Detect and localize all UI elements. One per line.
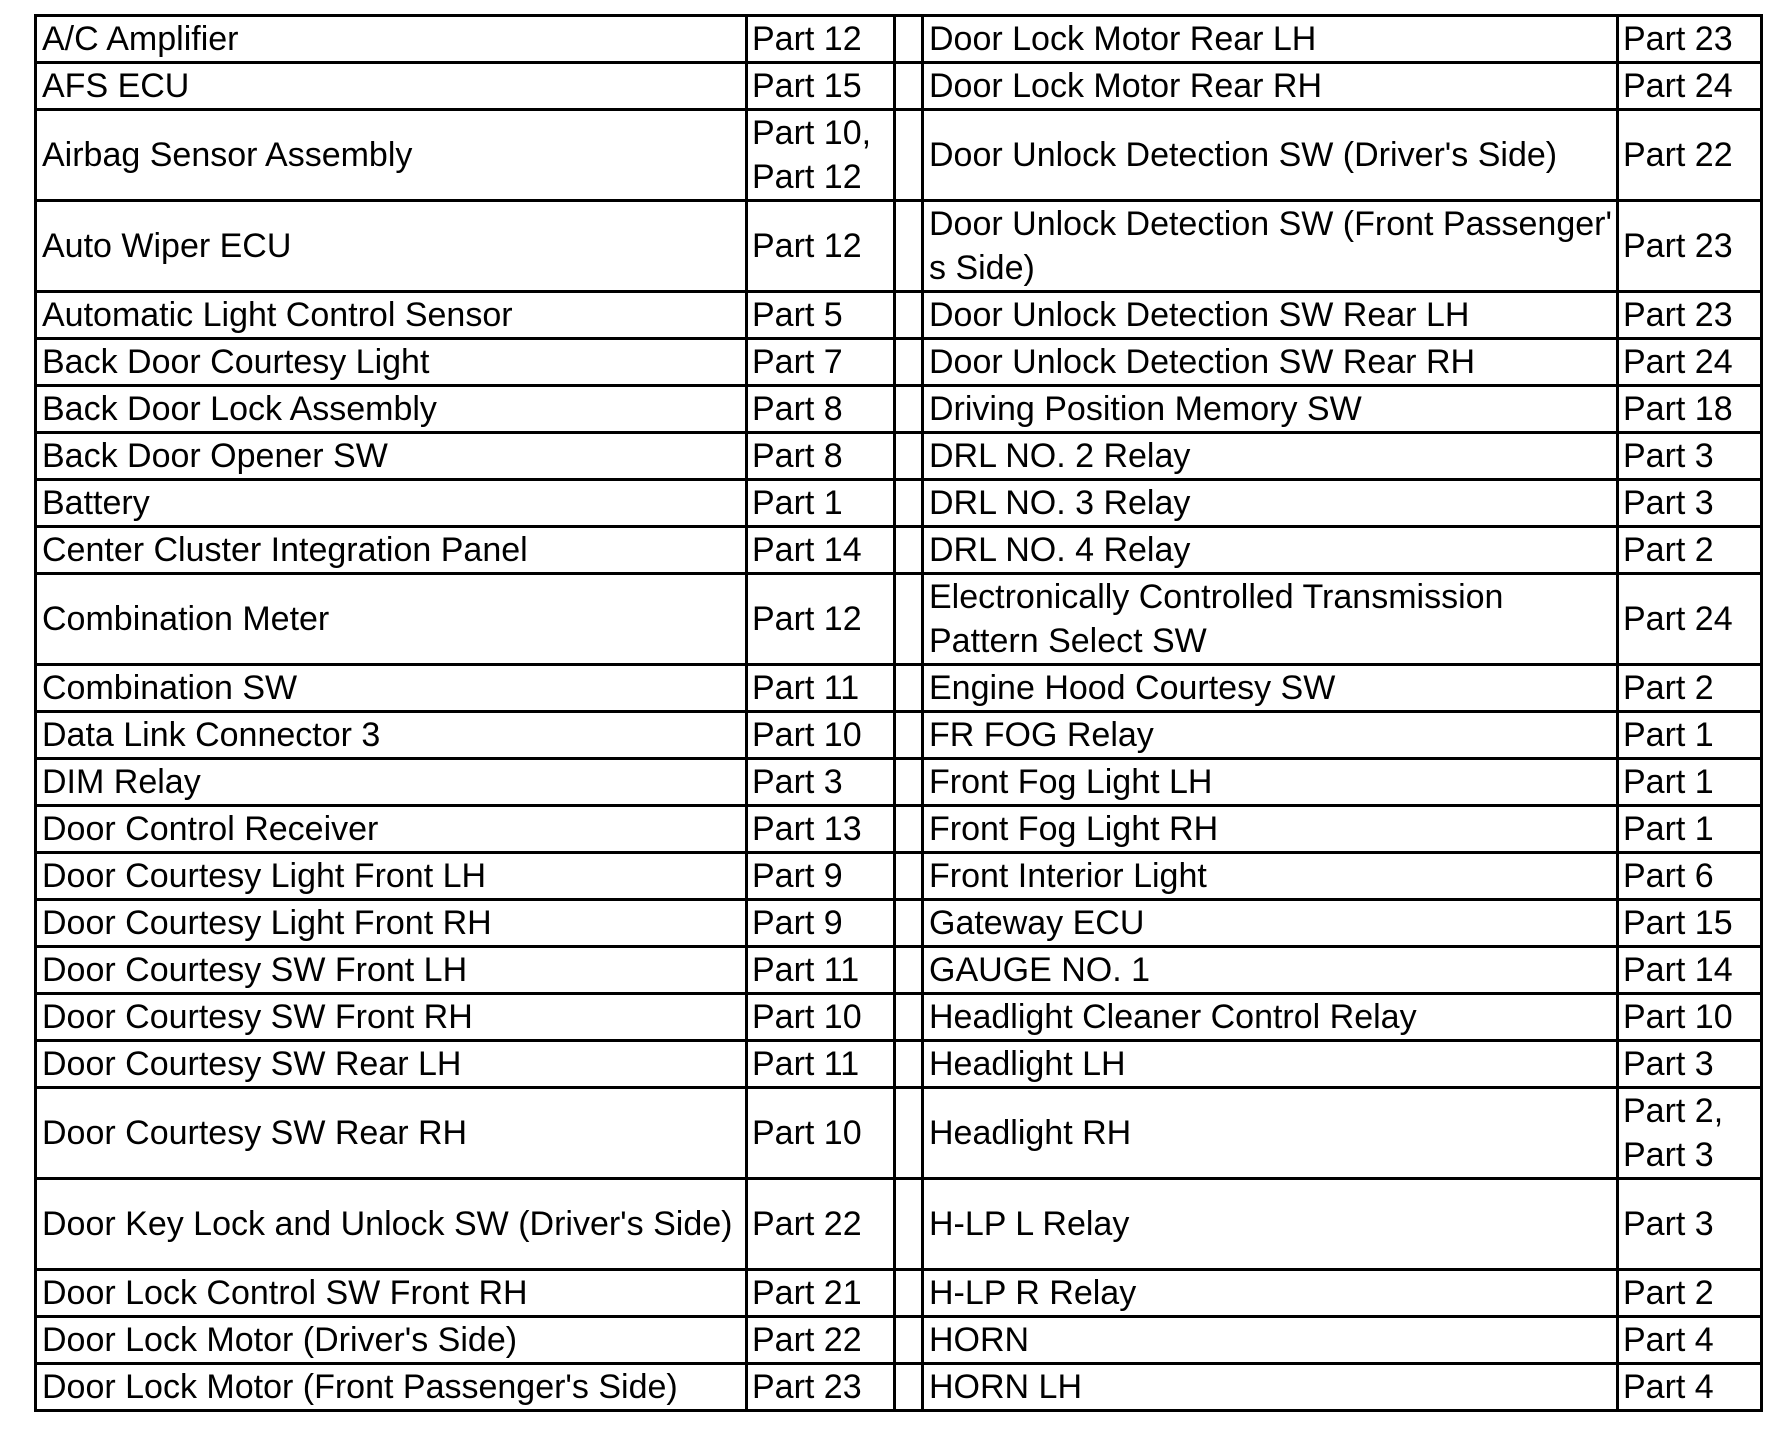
right-component-name: DRL NO. 2 Relay [923, 433, 1618, 480]
right-component-name: DRL NO. 3 Relay [923, 480, 1618, 527]
table-row [36, 339, 1762, 386]
left-part-ref: Part 10, Part 12 [747, 110, 895, 201]
right-part-ref: Part 24 [1618, 574, 1762, 665]
table-row [36, 1179, 1762, 1270]
column-gap [895, 900, 923, 947]
left-part-ref: Part 12 [747, 201, 895, 292]
table-row [36, 806, 1762, 853]
column-gap [895, 665, 923, 712]
right-part-ref: Part 2, Part 3 [1618, 1088, 1762, 1179]
left-component-name: A/C Amplifier [36, 16, 747, 63]
left-component-name: Back Door Opener SW [36, 433, 747, 480]
column-gap [895, 1041, 923, 1088]
column-gap [895, 994, 923, 1041]
left-component-name: Door Courtesy Light Front RH [36, 900, 747, 947]
left-part-ref: Part 15 [747, 63, 895, 110]
left-part-ref: Part 11 [747, 1041, 895, 1088]
table-row [36, 665, 1762, 712]
component-index-table [34, 14, 1763, 1412]
table-row [36, 480, 1762, 527]
right-component-name: FR FOG Relay [923, 712, 1618, 759]
right-part-ref: Part 23 [1618, 201, 1762, 292]
right-part-ref: Part 1 [1618, 759, 1762, 806]
left-part-ref: Part 22 [747, 1179, 895, 1270]
left-component-name: Back Door Courtesy Light [36, 339, 747, 386]
left-component-name: Door Lock Control SW Front RH [36, 1270, 747, 1317]
left-component-name: Door Courtesy SW Front LH [36, 947, 747, 994]
right-component-name: Door Unlock Detection SW Rear RH [923, 339, 1618, 386]
column-gap [895, 1317, 923, 1364]
right-component-name: Electronically Controlled Transmission Pattern Select SW [923, 574, 1618, 665]
column-gap [895, 806, 923, 853]
table-row [36, 712, 1762, 759]
table-row [36, 1364, 1762, 1411]
right-component-name: Front Fog Light LH [923, 759, 1618, 806]
left-component-name: Combination Meter [36, 574, 747, 665]
table-row [36, 433, 1762, 480]
left-component-name: Auto Wiper ECU [36, 201, 747, 292]
left-part-ref: Part 3 [747, 759, 895, 806]
column-gap [895, 759, 923, 806]
right-part-ref: Part 24 [1618, 63, 1762, 110]
right-part-ref: Part 23 [1618, 292, 1762, 339]
right-part-ref: Part 15 [1618, 900, 1762, 947]
left-component-name: Door Lock Motor (Driver's Side) [36, 1317, 747, 1364]
right-part-ref: Part 6 [1618, 853, 1762, 900]
table-row [36, 16, 1762, 63]
table-row [36, 386, 1762, 433]
right-component-name: Door Lock Motor Rear LH [923, 16, 1618, 63]
left-component-name: AFS ECU [36, 63, 747, 110]
right-component-name: Door Unlock Detection SW (Front Passenger' s Side) [923, 201, 1618, 292]
right-part-ref: Part 3 [1618, 433, 1762, 480]
left-part-ref: Part 1 [747, 480, 895, 527]
right-part-ref: Part 2 [1618, 1270, 1762, 1317]
left-component-name: Combination SW [36, 665, 747, 712]
right-part-ref: Part 4 [1618, 1364, 1762, 1411]
right-part-ref: Part 23 [1618, 16, 1762, 63]
left-part-ref: Part 7 [747, 339, 895, 386]
right-part-ref: Part 10 [1618, 994, 1762, 1041]
left-component-name: Data Link Connector 3 [36, 712, 747, 759]
table-row [36, 947, 1762, 994]
column-gap [895, 292, 923, 339]
left-part-ref: Part 11 [747, 947, 895, 994]
table-row [36, 201, 1762, 292]
table-row [36, 759, 1762, 806]
left-component-name: Door Courtesy SW Rear RH [36, 1088, 747, 1179]
component-index-body [36, 16, 1762, 1411]
right-component-name: Door Lock Motor Rear RH [923, 63, 1618, 110]
left-part-ref: Part 12 [747, 16, 895, 63]
left-component-name: Back Door Lock Assembly [36, 386, 747, 433]
column-gap [895, 527, 923, 574]
right-component-name: Door Unlock Detection SW (Driver's Side) [923, 110, 1618, 201]
table-row [36, 900, 1762, 947]
table-row [36, 853, 1762, 900]
left-part-ref: Part 8 [747, 386, 895, 433]
column-gap [895, 110, 923, 201]
left-component-name: Door Courtesy Light Front LH [36, 853, 747, 900]
right-part-ref: Part 3 [1618, 480, 1762, 527]
right-component-name: GAUGE NO. 1 [923, 947, 1618, 994]
left-part-ref: Part 21 [747, 1270, 895, 1317]
left-component-name: Airbag Sensor Assembly [36, 110, 747, 201]
column-gap [895, 1179, 923, 1270]
table-row [36, 1088, 1762, 1179]
left-part-ref: Part 9 [747, 900, 895, 947]
table-row [36, 994, 1762, 1041]
left-part-ref: Part 10 [747, 994, 895, 1041]
left-component-name: Door Courtesy SW Front RH [36, 994, 747, 1041]
left-part-ref: Part 23 [747, 1364, 895, 1411]
left-component-name: Center Cluster Integration Panel [36, 527, 747, 574]
column-gap [895, 201, 923, 292]
right-part-ref: Part 2 [1618, 527, 1762, 574]
right-part-ref: Part 1 [1618, 712, 1762, 759]
column-gap [895, 574, 923, 665]
right-part-ref: Part 22 [1618, 110, 1762, 201]
left-part-ref: Part 13 [747, 806, 895, 853]
right-component-name: Headlight Cleaner Control Relay [923, 994, 1618, 1041]
table-row [36, 110, 1762, 201]
left-part-ref: Part 8 [747, 433, 895, 480]
right-part-ref: Part 4 [1618, 1317, 1762, 1364]
right-part-ref: Part 3 [1618, 1179, 1762, 1270]
column-gap [895, 339, 923, 386]
table-row [36, 527, 1762, 574]
table-row [36, 292, 1762, 339]
table-row [36, 1317, 1762, 1364]
right-part-ref: Part 2 [1618, 665, 1762, 712]
left-part-ref: Part 11 [747, 665, 895, 712]
right-part-ref: Part 24 [1618, 339, 1762, 386]
left-component-name: Door Control Receiver [36, 806, 747, 853]
left-component-name: Automatic Light Control Sensor [36, 292, 747, 339]
table-row [36, 63, 1762, 110]
right-component-name: Gateway ECU [923, 900, 1618, 947]
column-gap [895, 63, 923, 110]
column-gap [895, 386, 923, 433]
left-part-ref: Part 22 [747, 1317, 895, 1364]
right-component-name: Headlight RH [923, 1088, 1618, 1179]
left-part-ref: Part 9 [747, 853, 895, 900]
right-component-name: H-LP L Relay [923, 1179, 1618, 1270]
right-part-ref: Part 14 [1618, 947, 1762, 994]
left-part-ref: Part 10 [747, 1088, 895, 1179]
column-gap [895, 1088, 923, 1179]
right-part-ref: Part 3 [1618, 1041, 1762, 1088]
column-gap [895, 712, 923, 759]
column-gap [895, 947, 923, 994]
left-component-name: Door Courtesy SW Rear LH [36, 1041, 747, 1088]
right-component-name: Driving Position Memory SW [923, 386, 1618, 433]
right-component-name: Engine Hood Courtesy SW [923, 665, 1618, 712]
column-gap [895, 1270, 923, 1317]
right-component-name: H-LP R Relay [923, 1270, 1618, 1317]
left-part-ref: Part 5 [747, 292, 895, 339]
left-component-name: Battery [36, 480, 747, 527]
column-gap [895, 480, 923, 527]
left-component-name: Door Lock Motor (Front Passenger's Side) [36, 1364, 747, 1411]
right-component-name: Door Unlock Detection SW Rear LH [923, 292, 1618, 339]
right-component-name: HORN LH [923, 1364, 1618, 1411]
left-component-name: DIM Relay [36, 759, 747, 806]
table-row [36, 1270, 1762, 1317]
left-part-ref: Part 14 [747, 527, 895, 574]
right-component-name: Front Fog Light RH [923, 806, 1618, 853]
right-component-name: Front Interior Light [923, 853, 1618, 900]
right-component-name: HORN [923, 1317, 1618, 1364]
right-component-name: Headlight LH [923, 1041, 1618, 1088]
table-row [36, 574, 1762, 665]
left-part-ref: Part 12 [747, 574, 895, 665]
column-gap [895, 853, 923, 900]
left-part-ref: Part 10 [747, 712, 895, 759]
right-part-ref: Part 18 [1618, 386, 1762, 433]
column-gap [895, 1364, 923, 1411]
left-component-name: Door Key Lock and Unlock SW (Driver's Side) [36, 1179, 747, 1270]
column-gap [895, 16, 923, 63]
column-gap [895, 433, 923, 480]
right-part-ref: Part 1 [1618, 806, 1762, 853]
table-row [36, 1041, 1762, 1088]
right-component-name: DRL NO. 4 Relay [923, 527, 1618, 574]
